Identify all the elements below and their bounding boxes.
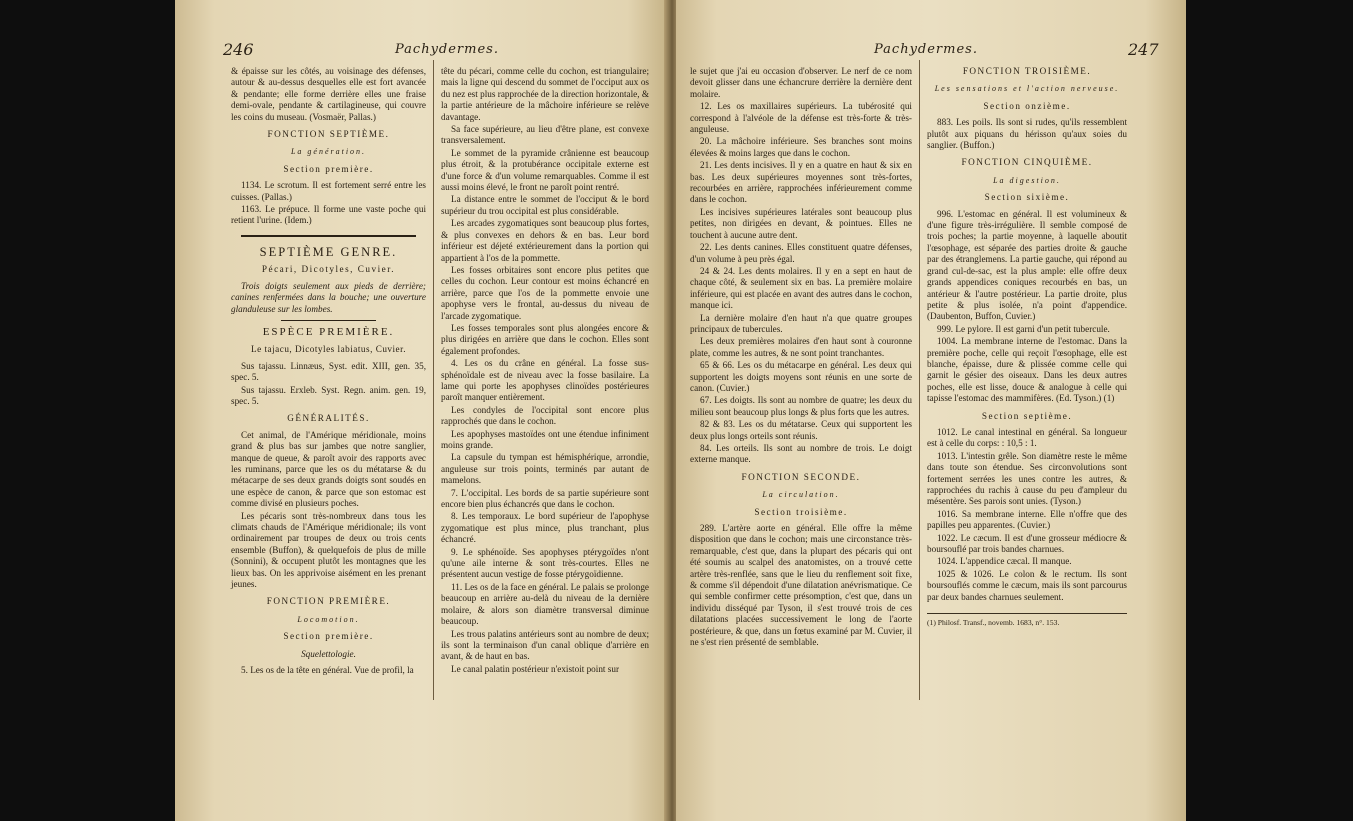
footnote: (1) Philosf. Transf., novemb. 1683, n°. 153. [927,613,1127,628]
paragraph: Les apophyses mastoïdes ont une étendue infiniment moins grande. [441,428,649,450]
paragraph: 1012. Le canal intestinal en général. Sa longueur est à celle du corps: : 10,5 : 1. [927,426,1127,449]
paragraph: 1022. Le cæcum. Il est d'une grosseur médiocre & boursouflé par trois bandes charnues. [927,532,1127,555]
genus-description: Trois doigts seulement aux pieds de derrière; canines renfermées dans la bouche; une ouverture glanduleuse sur les lombes. [231,280,426,314]
paragraph: 289. L'artère aorte en général. Elle offre la même disposition que dans le cochon; mais une circonstance très-remarquable, c'est que, dans la plupart des pécaris qui ont été soumis au scalpel des anatomistes, on a trouvé cette artère très-renflée, sans que le lieu du renflement soit fixe, & comme s'il dépendoit d'une dilatation anévrismatique. Ce qui semble confirmer cette présomption, c'est que, dans un individu disséqué par Tyson, il s'est trouvé trois de ces dilatations placées successivement le long de l'aorte postérieure, & que, dans un fœtus examiné par M. Cuvier, il ne s'est rien présenté de semblable. [690,523,912,648]
paragraph: Les pécaris sont très-nombreux dans tous les climats chauds de l'Amérique méridionale; ils vont ordinairement par troupes de deux ou trois cents ensemble (Buffon), & quelquefois de plus de mille (Sonnini), & occupent plutôt les montagnes que les lieux bas. On les apprivoise aisément en les prenant jeunes. [231,510,426,590]
paragraph: Les fosses temporales sont plus alongées encore & plus dirigées en arrière que dans le cochon. Elles sont également profondes. [441,322,649,356]
paragraph: 22. Les dents canines. Elles constituent quatre défenses, d'un volume à peu près égal. [690,242,912,264]
paragraph: La dernière molaire d'en haut n'a que quatre groupes principaux de tubercules. [690,312,912,334]
right-page [676,0,1186,821]
synonym: Sus tajassu. Erxleb. Syst. Regn. anim. gen. 19, spec. 5. [231,384,426,406]
paragraph: 7. L'occipital. Les bords de sa partie supérieure sont encore bien plus échancrés que dans le cochon. [441,487,649,510]
paragraph: 84. Les orteils. Ils sont au nombre de trois. Le doigt externe manque. [690,443,912,465]
right-column-2 [927,66,1127,629]
left-column-1 [231,66,426,677]
divider-rule [281,320,376,321]
paragraph: 996. L'estomac en général. Il est volumineux & d'une figure très-irrégulière. Il semble composé de trois poches; la partie moyenne, à laquelle aboutit l'œsophage, est séparée des parties droite & gauche par des étranglemens. La partie gauche, qui répond au grand cul-de-sac, est la plus ample: elle offre deux grands appendices coniques recourbés en bas, un antérieur & l'autre postérieur. La partie droite, plus petite & plus isolée, n'a point d'appendice. (Daubenton, Buffon, Cuvier.) [927,208,1127,322]
paragraph: 20. La mâchoire inférieure. Ses branches sont moins élevées & moins larges que dans le cochon. [690,136,912,158]
column-divider [919,60,920,700]
column-divider [433,60,434,700]
paragraph: La distance entre le sommet de l'occiput & le bord supérieur du trou occipital est plus considérable. [441,194,649,216]
section-label: Section septième. [981,410,1073,421]
section-label: Section troisième. [754,506,848,517]
right-column-1 [690,66,912,650]
section-heading: FONCTION TROISIÈME. [962,66,1092,76]
paragraph: & épaisse sur les côtés, au voisinage des défenses, autour & au-dessus desquelles elle est fort avancée & pendante; elle forme derrière elles une fraise demi-ovale, pendante & cartilagineuse, qui couvre les coins du museau. (Vosmaër, Pallas.) [231,66,426,122]
section-heading: FONCTION SEPTIÈME. [267,129,390,140]
paragraph: 883. Les poils. Ils sont si rudes, qu'ils ressemblent plutôt aux piquans du hérisson qu'aux soies du sanglier. (Buffon.) [927,117,1127,151]
paragraph: le sujet que j'ai eu occasion d'observer. Le nerf de ce nom devoit glisser dans une échancrure derrière la dernière dent molaire. [690,66,912,99]
page-number: 246 [223,40,254,59]
subheading: La digestion. [993,175,1061,185]
page-number: 247 [1128,40,1159,59]
paragraph: 67. Les doigts. Ils sont au nombre de quatre; les deux du milieu sont beaucoup plus longs & plus forts que les autres. [690,395,912,417]
paragraph: 9. Le sphénoïde. Ses apophyses ptérygoïdes n'ont qu'une aile interne & sont très-courtes. Elles ne présentent aucun vestige de fosse ptérygoïdienne. [441,546,649,580]
species-name: Le tajacu, Dicotyles labiatus, Cuvier. [251,344,406,355]
subheading: La circulation. [762,490,840,500]
section-label: Section première. [283,163,374,174]
left-column-2 [441,66,649,676]
subheading: Locomotion. [297,614,360,624]
paragraph: Les condyles de l'occipital sont encore plus rapprochés que dans le cochon. [441,404,649,427]
section-heading: GÉNÉRALITÉS. [287,413,370,424]
paragraph: 999. Le pylore. Il est garni d'un petit tubercule. [937,323,1110,334]
paragraph: Les fosses orbitaires sont encore plus petites que celles du cochon. Leur contour est moins échancré en arrière, parce que l'os de la pommette envoie une apophyse vers le frontal, au-dessus du niveau de l'arcade zygomatique. [441,264,649,321]
paragraph: 21. Les dents incisives. Il y en a quatre en haut & six en bas. Les deux supérieures moyennes sont très-fortes, recourbées en arrière, rapprochées inférieurement comme dans le cochon. [690,160,912,205]
paragraph: Le sommet de la pyramide crânienne est beaucoup plus étroit, & la protubérance occipitale externe est d'une force & d'un volume remarquables. Comme il est aussi moins élevé, le front ne paroît point rentré. [441,147,649,193]
paragraph: 1025 & 1026. Le colon & le rectum. Ils sont boursouflés comme le cæcum, mais ils sont parcourus par deux bandes charnues seulement. [927,568,1127,602]
section-heading: FONCTION SECONDE. [741,471,861,482]
subheading: La génération. [290,147,367,157]
section-label: Section première. [283,631,374,642]
paragraph: 65 & 66. Les os du métacarpe en général. Les deux qui supportent les doigts moyens sont réunis en une sorte de canon. (Cuvier.) [690,360,912,393]
divider-rule [241,235,416,237]
genus-name: Pécari, Dicotyles, Cuvier. [261,264,396,275]
paragraph: tête du pécari, comme celle du cochon, est triangulaire; mais la ligne qui descend du sommet de l'occiput aux os du nez est plus rapprochée de la direction horizontale, & la partie antérieure de la mâchoire inférieure se relève davantage. [441,66,649,122]
paragraph: 1004. La membrane interne de l'estomac. Dans la première poche, celle qui reçoit l'œsophage, elle est blanche, épaisse, dure & plissée comme celle qui garnit le gésier des oiseaux. Dans les deux autres poches, elle est lisse, douce & analogue à celle qui tapisse l'estomac des mammifères. (Ed. Tyson.) (1) [927,336,1127,404]
paragraph: Les trous palatins antérieurs sont au nombre de deux; ils sont la terminaison d'un canal oblique d'arrière en avant, & de haut en bas. [441,628,649,662]
left-page [175,0,667,821]
paragraph: Cet animal, de l'Amérique méridionale, moins grand & plus bas sur jambes que notre sanglier, manque de queue, & paroît avoir des rapports avec les ruminans, parce que les os du métatarse & du métacarpe de ses deux grands doigts sont soudés en une espèce de canon, & parce que son estomac est comme divisé en plusieurs poches. [231,429,426,509]
running-header: Pachydermes. [874,42,978,57]
paragraph: 1024. L'appendice cæcal. Il manque. [937,556,1072,567]
paragraph: 8. Les temporaux. Le bord supérieur de l'apophyse zygomatique est plus mince, plus tranchant, plus échancré. [441,511,649,545]
paragraph: La capsule du tympan est hémisphérique, arrondie, anguleuse sur trois points, terminés par autant de mamelons. [441,452,649,486]
section-label: Section onzième. [983,100,1071,111]
species-heading: ESPÈCE PREMIÈRE. [262,325,395,338]
section-heading: FONCTION PREMIÈRE. [266,596,391,607]
paragraph: Sa face supérieure, au lieu d'être plane, est convexe transversalement. [441,124,649,146]
paragraph: 1016. Sa membrane interne. Elle n'offre que des papilles peu apparentes. (Cuvier.) [927,508,1127,531]
paragraph: 4. Les os du crâne en général. La fosse sus-sphénoïdale est de niveau avec la fosse basilaire. La lame qui porte les apophyses clinoïdes postérieures paroît manquer entièrement. [441,358,649,403]
subheading: Squelettologie. [301,648,356,659]
section-heading: FONCTION CINQUIÈME. [961,157,1093,168]
paragraph: 12. Les os maxillaires supérieurs. La tubérosité qui correspond à l'alvéole de la défense est très-forte & très-anguleuse. [690,101,912,135]
paragraph: 5. Les os de la tête en général. Vue de profil, la [241,665,414,676]
subheading: Les sensations et l'action nerveuse. [934,84,1120,94]
paragraph: Les deux premières molaires d'en haut sont à couronne plate, comme les autres, & ne sont point tranchantes. [690,336,912,358]
paragraph: 82 & 83. Les os du métatarse. Ceux qui supportent les deux plus longs orteils sont réunis. [690,419,912,441]
paragraph: Les incisives supérieures latérales sont beaucoup plus petites, non dirigées en devant, & pointues. Elles ne touchent à aucune autre dent. [690,206,912,240]
paragraph: Les arcades zygomatiques sont beaucoup plus fortes, & plus convexes en dehors & en bas. Leur bord inférieur est déjeté extérieurement dans la portion qui appartient à l'os de la pommette. [441,218,649,263]
paragraph: Le canal palatin postérieur n'existoit point sur [451,663,620,674]
paragraph: 1134. Le scrotum. Il est fortement serré entre les cuisses. (Pallas.) [231,180,426,202]
running-header: Pachydermes. [395,42,499,57]
paragraph: 11. Les os de la face en général. Le palais se prolonge beaucoup en arrière au-delà du niveau de la dernière molaire, & alors son diamètre transversal diminue beaucoup. [441,581,649,627]
genus-heading: SEPTIÈME GENRE. [259,244,398,259]
paragraph: 1163. Le prépuce. Il forme une vaste poche qui retient l'urine. (Idem.) [231,204,426,226]
paragraph: 1013. L'intestin grêle. Son diamètre reste le même dans toute son étendue. Ses circonvolutions sont fortement serrées les unes contre les autres, & rapprochées du rachis à cause du peu d'ampleur du mésentère. Ses parois sont unies. (Tyson.) [927,450,1127,507]
section-label: Section sixième. [984,192,1070,203]
synonym: Sus tajassu. Linnæus, Syst. edit. XIII, gen. 35, spec. 5. [231,360,426,383]
paragraph: 24 & 24. Les dents molaires. Il y en a sept en haut de chaque côté, & seulement six en bas. La première molaire inférieure, qui est placée en avant des autres dans le cochon, manque ici. [690,265,912,311]
